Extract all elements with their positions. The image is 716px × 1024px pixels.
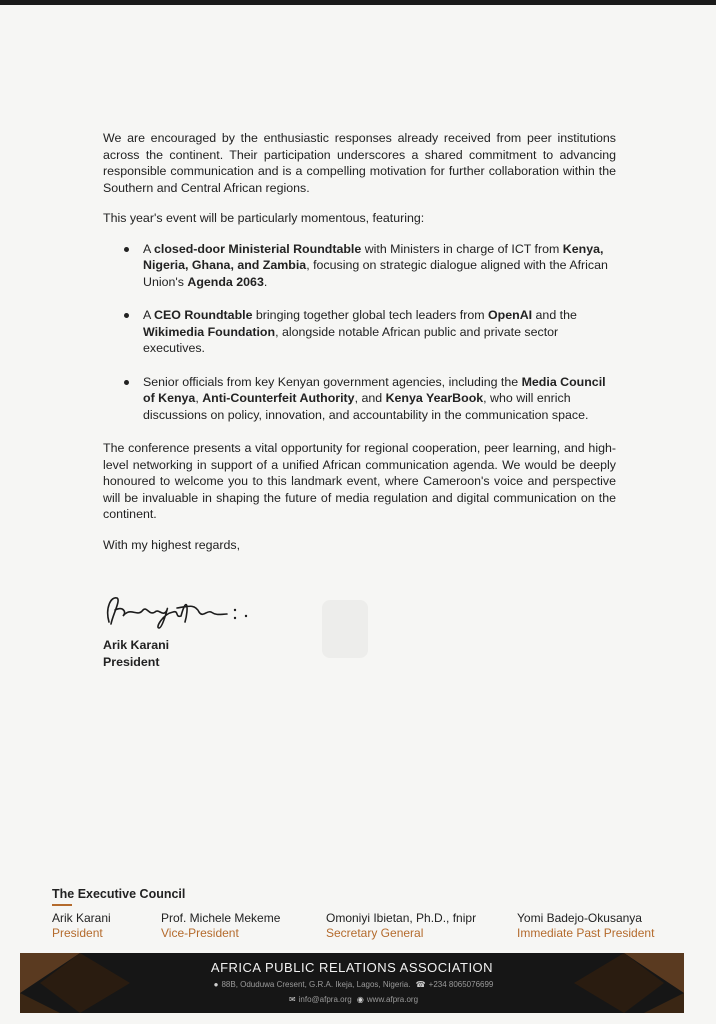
location-pin-icon: ● <box>213 980 219 989</box>
address-line <box>20 980 684 989</box>
member-name: Arik Karani <box>52 911 111 925</box>
member-role: Vice-President <box>161 926 239 940</box>
text-run: , and <box>354 391 386 405</box>
signature-image <box>103 588 253 632</box>
council-member <box>52 911 111 941</box>
org-name: AFRICA PUBLIC RELATIONS ASSOCIATION <box>210 960 494 975</box>
council-member <box>326 911 476 941</box>
bold-run: CEO Roundtable <box>154 308 253 322</box>
list-item <box>103 241 616 291</box>
member-name: Yomi Badejo-Okusanya <box>517 911 642 925</box>
phone-icon: ☎ <box>415 980 426 989</box>
bold-run: OpenAI <box>488 308 533 322</box>
paragraph-3: The conference presents a vital opportunity for regional cooperation, peer learning, and high-level networking in support of a unified African communication agenda. We would be deeply honoured to welcome you to this landmark event, where Cameroon's voice and perspective will be invaluable in shaping the future of media regulation and digital communication on the continent. <box>103 441 616 521</box>
text-run: , alongside notable African public and private sector executives. <box>143 324 559 355</box>
email-link[interactable]: info@afpra.org <box>298 995 352 1004</box>
text-run: Senior officials from key Kenyan government agencies, including the <box>143 374 522 389</box>
bold-run: closed-door Ministerial Roundtable <box>154 241 362 256</box>
footer-band <box>20 953 684 1013</box>
bold-run: Wikimedia Foundation <box>143 324 276 339</box>
paper-smudge <box>322 600 368 658</box>
page-top-edge <box>0 0 716 5</box>
council-member <box>517 911 654 941</box>
text-run: , <box>195 391 203 405</box>
address-text: 88B, Oduduwa Cresent, G.R.A. Ikeja, Lagos, Nigeria. <box>221 980 411 989</box>
council-heading: The Executive Council <box>52 887 186 901</box>
text-run: and the <box>532 308 577 322</box>
text-run: , focusing on strategic dialogue aligned with the African Union's <box>143 258 608 289</box>
globe-icon: ◉ <box>356 995 364 1004</box>
bold-run: Kenya YearBook <box>385 391 484 405</box>
text-run: bringing together global tech leaders from <box>252 308 489 322</box>
text-run: . <box>263 274 268 289</box>
member-role: Secretary General <box>326 926 424 940</box>
list-item <box>103 374 616 424</box>
email-icon: ✉ <box>288 995 296 1004</box>
paragraph-1: We are encouraged by the enthusiastic responses already received from peer institutions across the continent. Their participation underscores a shared commitment to advancing responsible communication and is a compelling motivation for further collaboration within the Southern and Central African regions. <box>103 131 616 195</box>
list-item <box>103 307 616 357</box>
council-accent-rule <box>52 904 72 906</box>
signer-block <box>103 637 169 670</box>
paragraph-2: This year's event will be particularly momentous, featuring: <box>103 211 425 225</box>
bold-run: Anti-Counterfeit Authority <box>202 391 355 405</box>
bold-run: Agenda 2063 <box>187 274 264 289</box>
text-run: with Ministers in charge of ICT from <box>361 241 563 256</box>
member-name: Prof. Michele Mekeme <box>161 911 281 925</box>
text-run: A <box>143 308 155 322</box>
member-role: President <box>52 926 103 940</box>
member-role: Immediate Past President <box>517 926 655 940</box>
text-run: A <box>143 241 155 256</box>
signer-name: Arik Karani <box>103 638 170 652</box>
text-run: , who will enrich discussions on policy, innovation, and accountability in the communication space. <box>143 391 589 422</box>
contact-line <box>20 995 684 1004</box>
bold-run: Kenya, Nigeria, Ghana, and Zambia <box>143 241 604 272</box>
bold-run: Media Council of Kenya <box>143 374 606 405</box>
website-link[interactable]: www.afpra.org <box>366 995 419 1004</box>
member-name: Omoniyi Ibietan, Ph.D., fnipr <box>326 911 477 925</box>
letter-body <box>103 130 616 567</box>
closing-line: With my highest regards, <box>103 537 241 552</box>
signer-title: President <box>103 654 160 669</box>
phone-text: +234 8065076699 <box>428 980 494 989</box>
highlights-list <box>103 241 616 424</box>
council-member <box>161 911 280 941</box>
